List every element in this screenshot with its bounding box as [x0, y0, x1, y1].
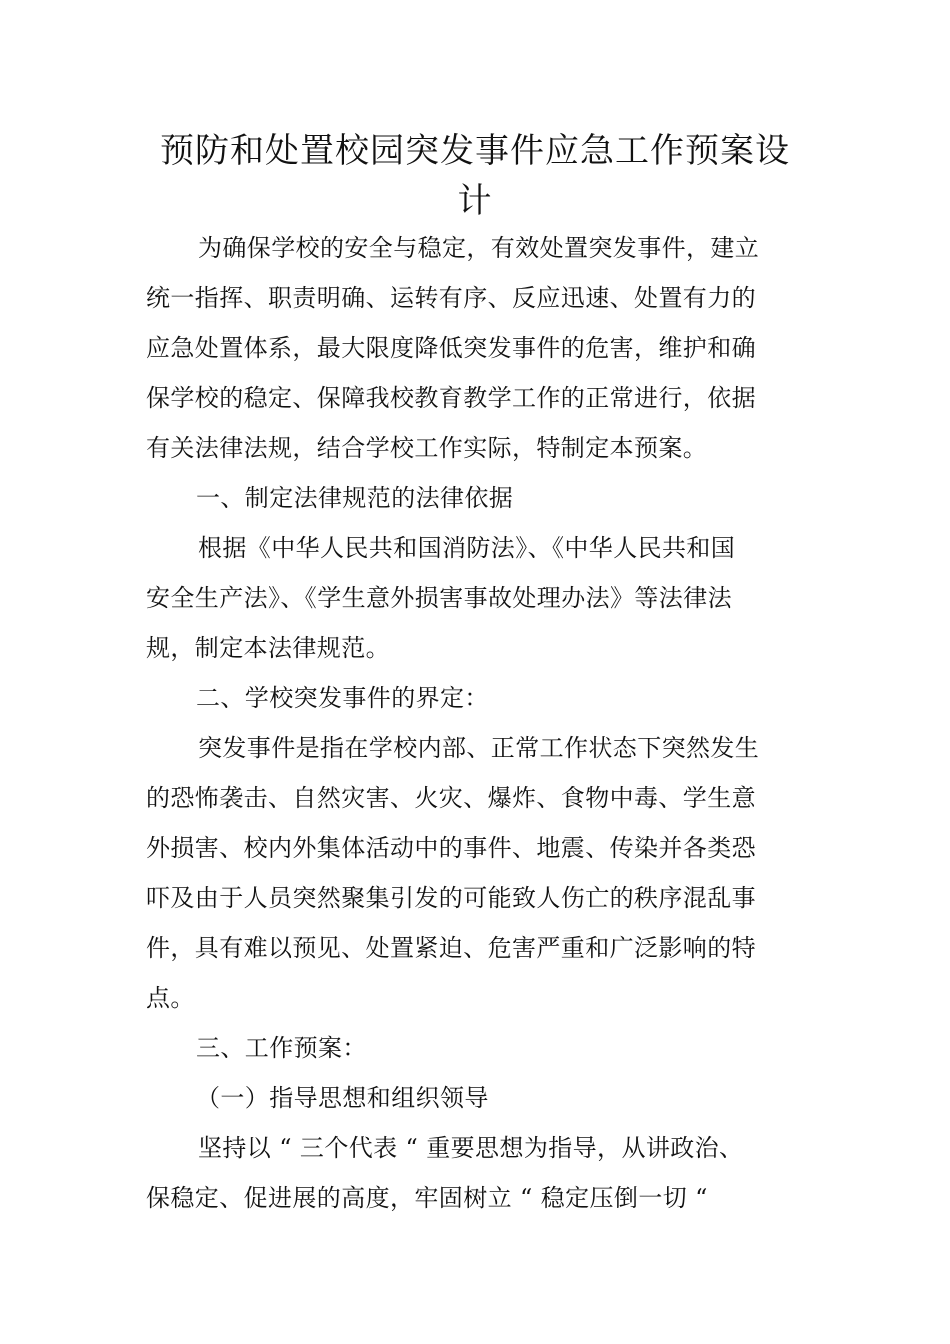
subsection-heading: （一）指导思想和组织领导 [196, 1084, 489, 1112]
paragraph-line: 吓及由于人员突然聚集引发的可能致人伤亡的秩序混乱事 [146, 884, 756, 912]
paragraph-line: 保稳定、促进展的高度，牢固树立 “ 稳定压倒一切 “ [146, 1184, 708, 1212]
paragraph-line: 点。 [146, 984, 195, 1012]
paragraph-line: 保学校的稳定、保障我校教育教学工作的正常进行，依据 [146, 384, 756, 412]
paragraph-line: 件，具有难以预见、处置紧迫、危害严重和广泛影响的特 [146, 934, 756, 962]
paragraph-line: 外损害、校内外集体活动中的事件、地震、传染并各类恐 [146, 834, 756, 862]
paragraph-line: 规，制定本法律规范。 [146, 634, 390, 662]
paragraph-line: 的恐怖袭击、自然灾害、火灾、爆炸、食物中毒、学生意 [146, 784, 756, 812]
section-heading: 三、工作预案： [196, 1034, 367, 1062]
paragraph-line: 应急处置体系，最大限度降低突发事件的危害，维护和确 [146, 334, 756, 362]
paragraph-line: 突发事件是指在学校内部、正常工作状态下突然发生 [198, 734, 760, 762]
paragraph-line: 坚持以 “ 三个代表 “ 重要思想为指导，从讲政治、 [198, 1134, 744, 1162]
paragraph-line: 统一指挥、职责明确、运转有序、反应迅速、处置有力的 [146, 284, 756, 312]
section-heading: 二、学校突发事件的界定： [196, 684, 489, 712]
paragraph-line: 为确保学校的安全与稳定，有效处置突发事件，建立 [198, 234, 760, 262]
section-heading: 一、制定法律规范的法律依据 [196, 484, 514, 512]
document-title-line-2: 计 [457, 181, 493, 221]
paragraph-line: 安全生产法》、《学生意外损害事故处理办法》等法律法 [146, 584, 732, 612]
paragraph-line: 根据《中华人民共和国消防法》、《中华人民共和国 [198, 534, 736, 562]
document-title-line-1: 预防和处置校园突发事件应急工作预案设 [160, 131, 790, 171]
paragraph-line: 有关法律法规，结合学校工作实际，特制定本预案。 [146, 434, 708, 462]
